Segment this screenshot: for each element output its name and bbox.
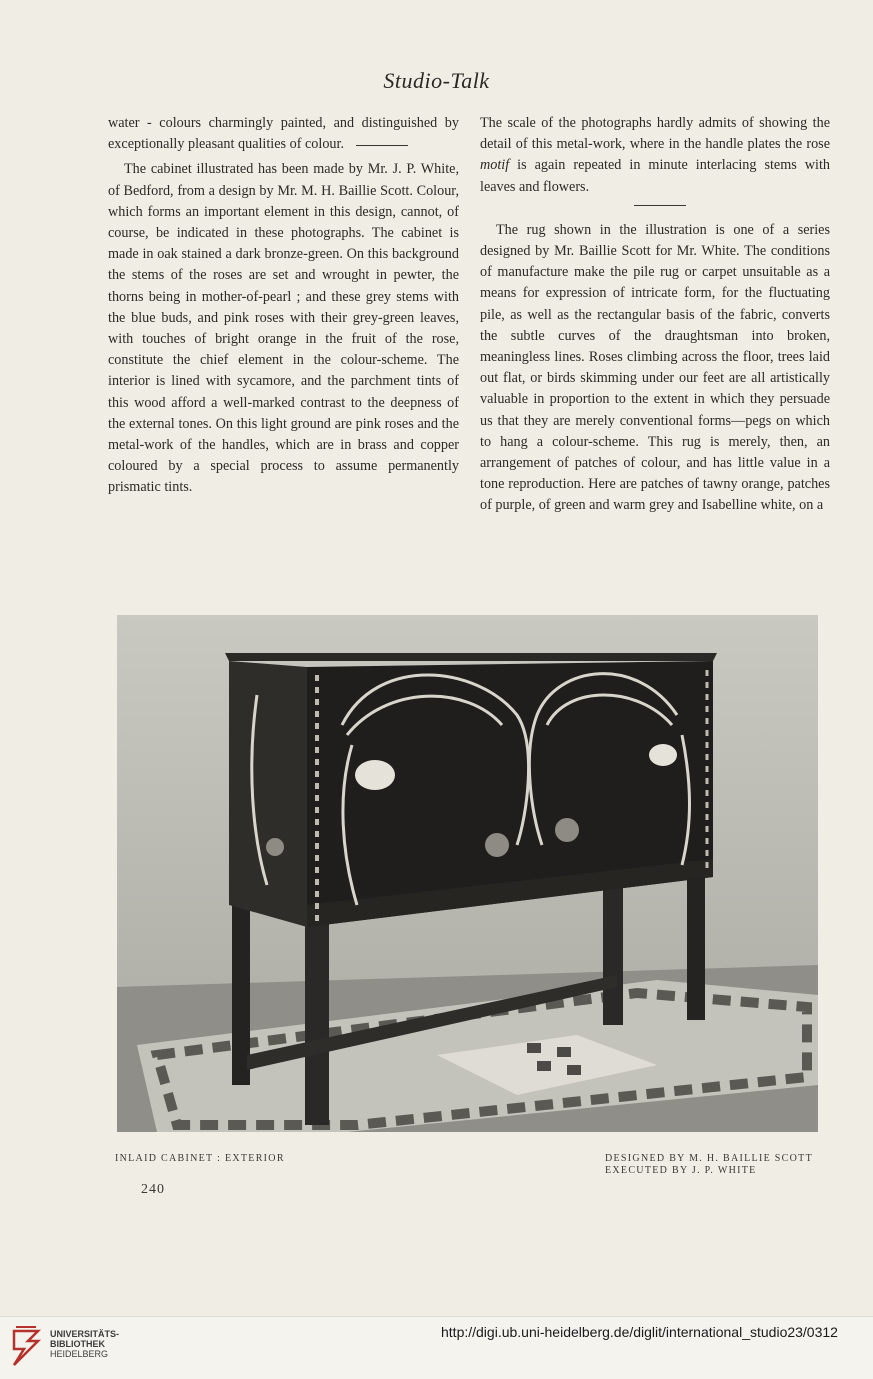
library-logo-icon	[10, 1323, 42, 1369]
running-title: Studio-Talk	[383, 68, 490, 93]
left-paragraph-1: water - colours charmingly painted, and distinguished by exceptionally pleasant qualities of colour.	[108, 115, 459, 153]
cabinet-photograph	[117, 615, 818, 1132]
section-divider	[634, 205, 686, 206]
cabinet-illustration	[117, 615, 818, 1132]
right-paragraph-1: The scale of the photographs hardly admits of showing the detail of this metal-work, where in the handle plates the rose motif is again repeated in minute interlacing stems with leaves and flowers.	[480, 115, 830, 195]
page-number: 240	[141, 1182, 165, 1197]
right-text-column	[480, 113, 830, 517]
source-url-link[interactable]: http://digi.ub.uni-heidelberg.de/diglit/international_studio23/0312	[441, 1324, 838, 1340]
figure-credits	[605, 1153, 813, 1177]
left-text-column	[108, 113, 459, 499]
left-paragraph-2: The cabinet illustrated has been made by Mr. J. P. White, of Bedford, from a design by Mr. M. H. Baillie Scott. Colour, which forms an important element in this design, cannot, of course, be indicated in these photographs. The cabinet is made in oak stained a dark bronze-green. On this background the stems of the roses are set and wrought in pewter, the thorns being in mother-of-pearl ; and these grey stems with the blue buds, and pink roses with their grey-green leaves, with touches of bright orange in the fruit of the rose, constitute the chief element in the colour-scheme. The interior is lined with sycamore, and the parchment tints of this wood afford a well-marked contrast to the deepness of the external tones. On this light ground are pink roses and the metal-work of the handles, which are in brass and copper coloured by a special process to assume permanently prismatic tints.	[108, 161, 459, 496]
figure-caption: INLAID CABINET : EXTERIOR	[115, 1153, 285, 1164]
section-divider	[356, 145, 408, 146]
library-name: UNIVERSITÄTS- BIBLIOTHEK HEIDELBERG	[50, 1329, 120, 1359]
maker-credit: EXECUTED BY J. P. WHITE	[605, 1165, 757, 1176]
designer-credit: DESIGNED BY M. H. BAILLIE SCOTT	[605, 1153, 813, 1164]
motif-italic: motif	[480, 157, 510, 174]
right-paragraph-2: The rug shown in the illustration is one of a series designed by Mr. Baillie Scott for Mr. White. The conditions of manufacture make the pile rug or carpet unsuitable as a means for expression of intricate form, for the fluctuating pile, as well as the rectangular basis of the fabric, converts the subtle curves of the draughtsman into broken, meaningless lines. Roses climbing across the floor, trees laid out flat, or birds skimming under our feet are all artistically valuable in proportion to the extent in which they persuade us that they are merely conventional forms—pegs on which to hang a colour-scheme. This rug is merely, then, an arrangement of patches of colour, and has little value in a tone reproduction. Here are patches of tawny orange, patches of purple, of green and warm grey and Isabelline white, on a	[480, 221, 830, 514]
